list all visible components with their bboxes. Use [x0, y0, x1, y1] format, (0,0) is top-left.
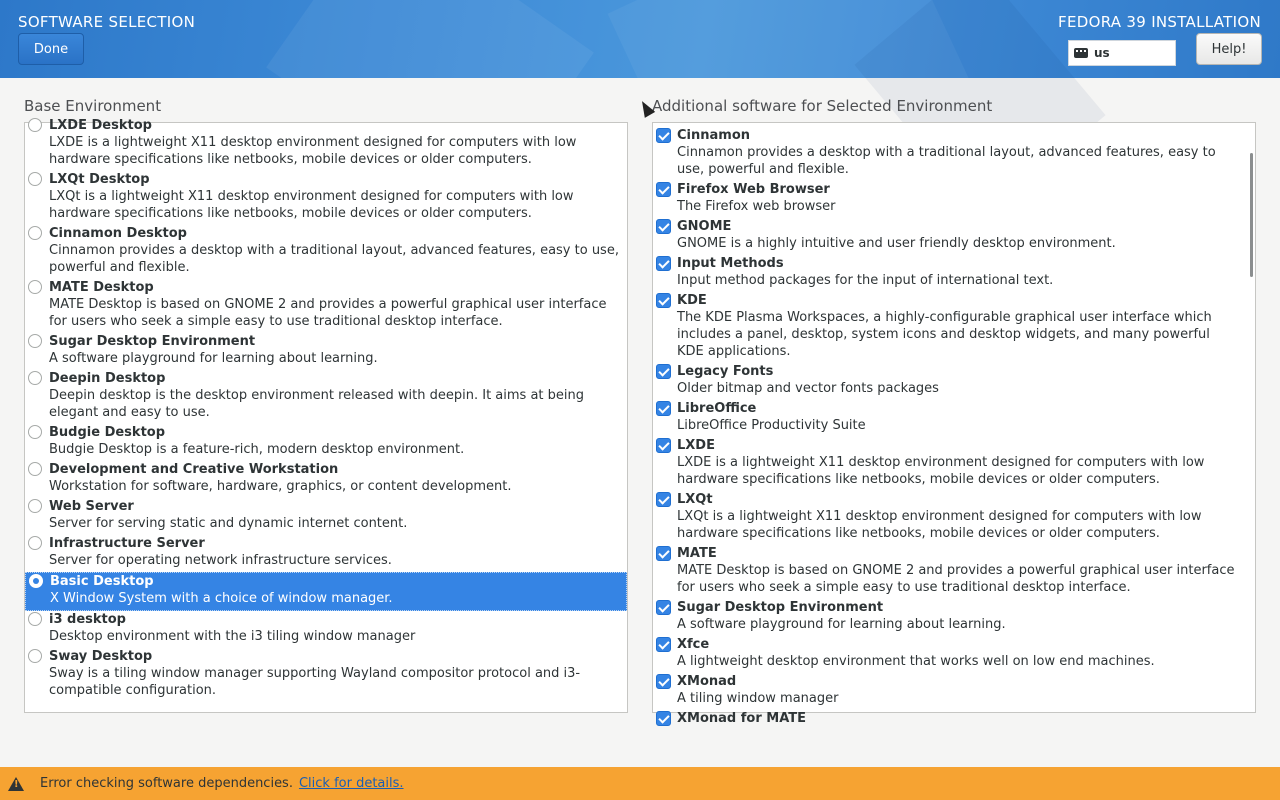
- checkbox-checked-icon[interactable]: [656, 492, 671, 507]
- item-name: LXDE: [677, 438, 715, 453]
- checkbox-checked-icon[interactable]: [656, 438, 671, 453]
- help-button[interactable]: Help!: [1196, 33, 1262, 65]
- base-environment-item[interactable]: [25, 279, 627, 333]
- spoke-title: SOFTWARE SELECTION: [18, 13, 196, 31]
- item-description: Desktop environment with the i3 tiling window manager: [49, 629, 416, 644]
- additional-software-item[interactable]: [653, 400, 1245, 437]
- warning-icon: [8, 777, 24, 791]
- item-description: Deepin desktop is the desktop environment released with deepin. It aims at being elegant and easy to use.: [49, 388, 584, 420]
- additional-software-item[interactable]: [653, 437, 1245, 491]
- additional-software-item[interactable]: [653, 218, 1245, 255]
- warning-text: Error checking software dependencies.: [40, 776, 293, 791]
- base-environment-rows: [25, 117, 627, 702]
- radio-button[interactable]: [28, 649, 42, 663]
- item-name: Cinnamon: [677, 128, 751, 143]
- item-name: Input Methods: [677, 256, 784, 271]
- radio-button[interactable]: [28, 462, 42, 476]
- item-name: MATE: [677, 546, 717, 561]
- details-link[interactable]: Click for details.: [298, 776, 404, 791]
- radio-button[interactable]: [28, 226, 42, 240]
- base-environment-item[interactable]: [25, 370, 627, 424]
- base-environment-item[interactable]: [25, 171, 627, 225]
- item-description: LXDE is a lightweight X11 desktop environment designed for computers with low hardware specifications like netbooks, mobile devices or older computers.: [677, 455, 1205, 487]
- item-description: Workstation for software, hardware, graphics, or content development.: [49, 479, 512, 494]
- item-name: i3 desktop: [49, 612, 126, 627]
- item-name: XMonad for MATE: [677, 711, 807, 726]
- item-name: Deepin Desktop: [49, 371, 166, 386]
- checkbox-checked-icon[interactable]: [656, 364, 671, 379]
- base-environment-item[interactable]: [25, 461, 627, 498]
- item-description: A tiling window manager: [677, 691, 839, 706]
- additional-software-item[interactable]: [653, 545, 1245, 599]
- radio-button[interactable]: [28, 536, 42, 550]
- additional-software-item[interactable]: [653, 636, 1245, 673]
- item-description: Cinnamon provides a desktop with a traditional layout, advanced features, easy to use, powerful and flexible.: [677, 145, 1216, 177]
- item-name: Xfce: [677, 637, 710, 652]
- additional-software-item[interactable]: [653, 710, 1245, 730]
- item-name: GNOME: [677, 219, 732, 234]
- checkbox-checked-icon[interactable]: [656, 600, 671, 615]
- item-name: LXQt Desktop: [49, 172, 150, 187]
- item-description: Budgie Desktop is a feature-rich, modern desktop environment.: [49, 442, 465, 457]
- item-name: Sugar Desktop Environment: [49, 334, 256, 349]
- item-description: Server for serving static and dynamic internet content.: [49, 516, 408, 531]
- base-environment-item[interactable]: [25, 498, 627, 535]
- radio-button[interactable]: [28, 371, 42, 385]
- base-environment-item[interactable]: [25, 424, 627, 461]
- radio-button[interactable]: [28, 499, 42, 513]
- item-name: Cinnamon Desktop: [49, 226, 187, 241]
- checkbox-checked-icon[interactable]: [656, 128, 671, 143]
- radio-button[interactable]: [28, 425, 42, 439]
- item-name: Budgie Desktop: [49, 425, 166, 440]
- item-name: Basic Desktop: [50, 574, 154, 589]
- header-bar: [0, 0, 1280, 78]
- checkbox-checked-icon[interactable]: [656, 546, 671, 561]
- item-description: Older bitmap and vector fonts packages: [677, 381, 939, 396]
- checkbox-checked-icon[interactable]: [656, 182, 671, 197]
- item-description: A software playground for learning about learning.: [49, 351, 378, 366]
- keyboard-icon: [1074, 48, 1088, 58]
- additional-software-item[interactable]: [653, 673, 1245, 710]
- item-description: GNOME is a highly intuitive and user friendly desktop environment.: [677, 236, 1116, 251]
- base-environment-item[interactable]: [25, 333, 627, 370]
- radio-button[interactable]: [28, 280, 42, 294]
- item-description: LXQt is a lightweight X11 desktop environment designed for computers with low hardware specifications like netbooks, mobile devices or older computers.: [677, 509, 1202, 541]
- item-name: LXDE Desktop: [49, 118, 152, 133]
- keyboard-layout-label: us: [1094, 46, 1110, 60]
- item-name: Web Server: [49, 499, 134, 514]
- additional-software-item[interactable]: [653, 491, 1245, 545]
- checkbox-checked-icon[interactable]: [656, 219, 671, 234]
- additional-software-item[interactable]: [653, 127, 1245, 181]
- item-description: Server for operating network infrastructure services.: [49, 553, 392, 568]
- item-name: KDE: [677, 293, 707, 308]
- item-description: A lightweight desktop environment that works well on low end machines.: [677, 654, 1155, 669]
- additional-software-list: [652, 122, 1256, 726]
- radio-button[interactable]: [28, 172, 42, 186]
- additional-software-item[interactable]: [653, 599, 1245, 636]
- item-description: LXQt is a lightweight X11 desktop environment designed for computers with low hardware specifications like netbooks, mobile devices or older computers.: [49, 189, 574, 221]
- radio-button[interactable]: [28, 334, 42, 348]
- item-name: Sugar Desktop Environment: [677, 600, 884, 615]
- warning-bar[interactable]: [0, 767, 1280, 800]
- radio-button[interactable]: [28, 118, 42, 132]
- item-name: LXQt: [677, 492, 713, 507]
- base-environment-item[interactable]: [25, 225, 627, 279]
- item-name: Development and Creative Workstation: [49, 462, 339, 477]
- item-description: Sway is a tiling window manager supporting Wayland compositor protocol and i3-compatible configuration.: [49, 666, 581, 698]
- item-name: Legacy Fonts: [677, 364, 774, 379]
- base-environment-item[interactable]: [25, 572, 627, 611]
- item-description: The KDE Plasma Workspaces, a highly-configurable graphical user interface which includes a panel, desktop, system icons and desktop widgets, and many powerful KDE applications.: [677, 310, 1212, 359]
- item-description: Input method packages for the input of international text.: [677, 273, 1054, 288]
- additional-software-item[interactable]: [653, 181, 1245, 218]
- item-description: A software playground for learning about learning.: [677, 617, 1006, 632]
- item-description: LibreOffice Productivity Suite: [677, 418, 866, 433]
- checkbox-checked-icon[interactable]: [656, 711, 671, 726]
- radio-button[interactable]: [28, 612, 42, 626]
- additional-software-rows: [653, 127, 1245, 730]
- done-button[interactable]: Done: [18, 33, 84, 65]
- item-description: Cinnamon provides a desktop with a traditional layout, advanced features, easy to use, powerful and flexible.: [49, 243, 619, 275]
- additional-software-item[interactable]: [653, 363, 1245, 400]
- item-name: XMonad: [677, 674, 737, 689]
- checkbox-checked-icon[interactable]: [656, 674, 671, 689]
- base-environment-item[interactable]: [25, 535, 627, 572]
- additional-software-heading: Additional software for Selected Environment: [652, 97, 993, 115]
- checkbox-checked-icon[interactable]: [656, 637, 671, 652]
- additional-software-item[interactable]: [653, 292, 1245, 363]
- scrollbar[interactable]: [1250, 153, 1253, 277]
- keyboard-layout-indicator[interactable]: [1068, 40, 1176, 66]
- base-environment-list: [24, 118, 628, 713]
- item-name: LibreOffice: [677, 401, 757, 416]
- item-description: X Window System with a choice of window manager.: [50, 591, 393, 606]
- item-description: MATE Desktop is based on GNOME 2 and provides a powerful graphical user interface for users who seek a simple easy to use traditional desktop interface.: [49, 297, 607, 329]
- base-environment-item[interactable]: [25, 648, 627, 702]
- base-environment-heading: Base Environment: [24, 97, 162, 115]
- checkbox-checked-icon[interactable]: [656, 256, 671, 271]
- item-name: Firefox Web Browser: [677, 182, 830, 197]
- item-name: Infrastructure Server: [49, 536, 205, 551]
- item-description: MATE Desktop is based on GNOME 2 and provides a powerful graphical user interface for users who seek a simple easy to use traditional desktop interface.: [677, 563, 1235, 595]
- base-environment-item[interactable]: [25, 117, 627, 171]
- item-name: Sway Desktop: [49, 649, 153, 664]
- item-name: MATE Desktop: [49, 280, 154, 295]
- item-description: LXDE is a lightweight X11 desktop environment designed for computers with low hardware specifications like netbooks, mobile devices or older computers.: [49, 135, 577, 167]
- base-environment-item[interactable]: [25, 611, 627, 648]
- item-description: The Firefox web browser: [677, 199, 836, 214]
- checkbox-checked-icon[interactable]: [656, 401, 671, 416]
- radio-button[interactable]: [29, 574, 43, 588]
- checkbox-checked-icon[interactable]: [656, 293, 671, 308]
- additional-software-item[interactable]: [653, 255, 1245, 292]
- product-title: FEDORA 39 INSTALLATION: [1058, 13, 1261, 31]
